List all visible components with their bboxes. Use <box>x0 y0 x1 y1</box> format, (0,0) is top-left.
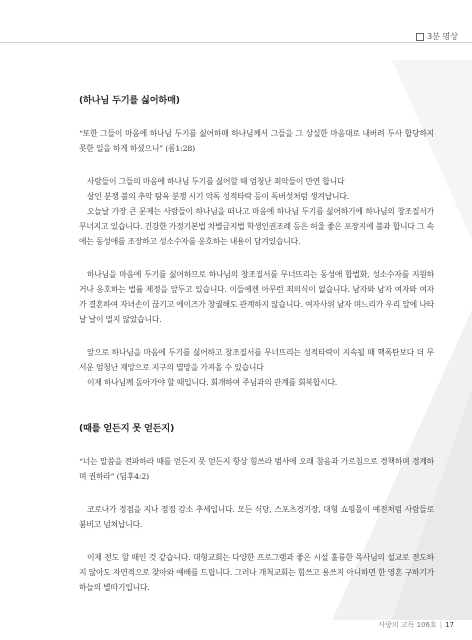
article-body <box>79 92 434 595</box>
header-label-text: 3분 명상 <box>427 32 458 41</box>
header-section-label <box>416 31 458 42</box>
paragraph: 이제 전도 할 때인 것 같습니다. 대형교회는 다양한 프로그램과 좋은 시설 훌륭한 목사님의 설교로 전도하지 않아도 자연적으로 찾아와 예배를 드립니다. 그러나 개척교회는 힘쓰고 용쓰지 아니하면 한 영혼 구하기가 하늘의 별따기입니다. <box>79 553 434 592</box>
page-footer: 사랑의 고독 106호 | 17 <box>378 621 454 629</box>
paragraph: 이제 하나님께 돌아가야 할 때입니다. 회개하여 주님과의 관계를 회복합시다. <box>87 378 338 387</box>
scripture-quote: “너는 말씀을 전파하라 때를 얻든지 못 얻든지 항상 힘쓰라 범사에 오래 참음과 가르침으로 경책하며 경계하며 권하라” (딤후4:2) <box>79 457 434 481</box>
section-title: (때를 얻든지 못 얻든지) <box>79 423 175 434</box>
section-title: (하나님 두기를 싫어하매) <box>79 95 180 106</box>
paragraph: 살인 분쟁 불의 추악 탐욕 분쟁 시기 악독 성적타락 등이 독버섯처럼 생겨납니다. <box>87 192 349 201</box>
scripture-quote: “또한 그들이 마음에 하나님 두기를 싫어하매 하나님께서 그들을 그 상실한 마음대로 내버려 두사 합당하지 못한 일을 하게 하셨으니” (롬1:28) <box>79 129 434 153</box>
paragraph: 앞으로 하나님을 마음에 두기를 싫어하고 창조질서를 무너뜨리는 성적타락이 지속될 때 핵폭탄보다 더 무서운 엄청난 재앙으로 지구의 멸망을 가져올 수 있습니다 <box>79 348 434 372</box>
publication-name: 사랑의 고독 106호 <box>378 621 437 629</box>
square-icon <box>416 33 424 41</box>
paragraph: 사람들이 그들의 마음에 하나님 두기를 싫어할 때 엄청난 죄악들이 만연 합니다 <box>87 177 345 186</box>
paragraph: 오늘날 가장 큰 문제는 사람들이 하나님을 떠나고 마음에 하나님 두기를 싫어하기에 하나님의 창조질서가 무너지고 있습니다. 건강한 가정기본법 차별금지법 학생인권조례 등은 허울 좋은 포장지에 불과 합니다 그 속에는 동성애를 조장하고 성소수자를 옹호하는 내용이 담겨있습니다. <box>79 207 434 246</box>
paragraph: 하나님을 마음에 두기를 싫어하므로 하나님의 창조질서를 무너뜨리는 동성애 합법화, 성소수자를 지원하거나 옹호하는 법률 제정을 앞두고 있습니다. 이들에겐 아무런 죄의식이 없습니다. 남자와 남자 여자와 여자가 결혼하여 자녀손이 끊기고 에이즈가 창궐해도 관계하지 않습니다. 여자사위 남자 며느리가 우리 앞에 나타날 날이 멀지 않았습니다. <box>79 270 434 324</box>
header-divider <box>0 42 472 43</box>
page-number: 17 <box>445 621 454 629</box>
paragraph: 코로나가 정점을 지나 점점 감소 추세입니다. 모든 식당, 스포츠경기장, 대형 쇼핑몰이 예전처럼 사람들로 붐비고 넘쳐납니다. <box>79 505 434 529</box>
